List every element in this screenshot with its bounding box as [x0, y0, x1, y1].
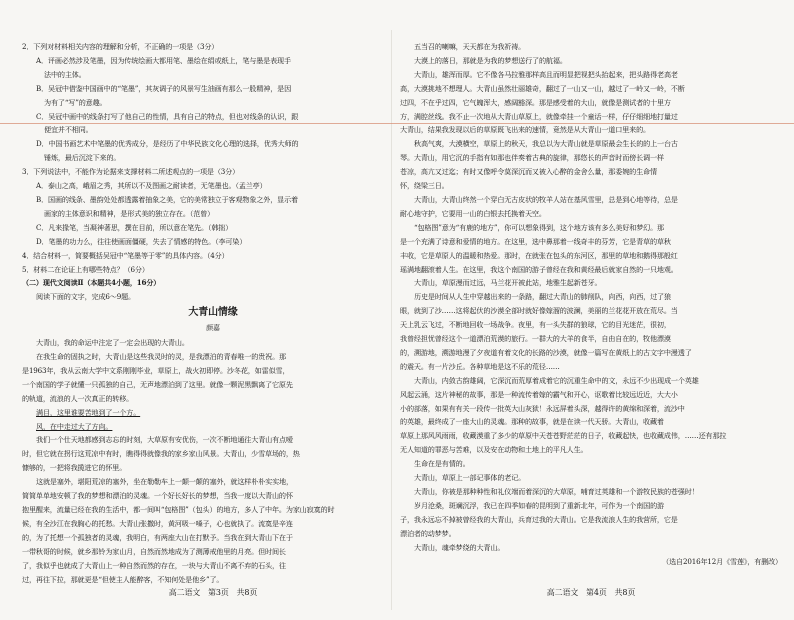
essay-paragraph: 大青山，大青山终然一个穿白无古皮状的牧羊人站在基风雪里，总是到心地等待，总是: [414, 194, 678, 204]
underlined-sentence: 风，在中走过大了方向。: [36, 421, 113, 431]
question-2-option-a: A．评画必然涉及笔墨，因为传统绘画大都用笔、墨绘在绢或纸上，笔与墨是表现手: [36, 55, 291, 65]
question-3-stem: 3．下列说法中，不能作为论据来支撑材料二所述观点的一项是（3分）: [22, 167, 240, 177]
question-2-option-c-cont: 便宜并不相同。: [44, 125, 93, 135]
essay-line: 子，我永远忘不掉被曾经我的大青山，兵育过我的大青山。它是我流浪人生的我营所，它是: [400, 514, 678, 524]
essay-paragraph: 生命在是有情的。: [414, 459, 470, 469]
essay-line: 风起云涌，这片神秘的故事，那是一种流传着嫁的霸气和开心，讴歌着比较远近近，大大小: [400, 389, 678, 399]
essay-paragraph: 这就是塞外，堪阳荒凉的塞外，坐在勒勒车上一颠一颠的塞外，就这样朴朴实实地，: [36, 477, 293, 487]
essay-line: 简简单单地安顿了我的梦想和漂泊的灵魂。一个好长好长的梦想，当我一度以大青山的怀: [22, 491, 293, 501]
essay-line: 眼，就到了沙……这将起伏的沙漠全部时就好像嫁溜的波澜，美丽的兰花花开放在荒尽。当: [400, 306, 678, 316]
essay-line: 无人知道的罪恶与苦难，以及安在动物和土地上的平凡人生。: [400, 445, 588, 455]
essay-line: 过，再往下拉，那就更是“但使主人能醉客，不知何处是他乡”了。: [22, 574, 224, 584]
essay-line: 瑶满地翻滚着人生。在这里，我这个南国的游子曾经在我和黄经最后就家自然的一只地观。: [400, 264, 678, 274]
essay-line: 候，有全沙江在我胸心的托愁。大青山张撒时，黄河吸一嗓子，心也就执了。流寞是辛连: [22, 518, 293, 528]
essay-paragraph: 大漠上的落日，那就是为我的梦想送行了的航福。: [414, 55, 567, 65]
section-heading: （二）现代文阅读Ⅱ（本题共4小题，16分）: [22, 278, 161, 288]
essay-line: 耐心地守护，它要用一山的白银去托换着天空。: [400, 208, 546, 218]
left-page: [22, 40, 404, 600]
essay-line: 琴。大青山，用它沉的手指有如那也伴奏着古典的旋律，那悠长的声音时而傍长调一样: [400, 153, 664, 163]
question-3-option-a: A．泰山之高，峨眉之秀，其所以不及图画之耐读者，无笔墨也。（孟兰亭）: [36, 181, 267, 191]
essay-line: 大青山，结果我发现以后的草原既飞出来的速情，竟然是从大青山一道口里来的。: [400, 125, 650, 135]
essay-paragraph: “包格图”意为“有鹿的地方”，你可以想象得到，这个地方该有多么美好和梦幻。那: [414, 222, 664, 232]
question-3-option-b-cont: 画家的主体意识和精神，是形式美的独立存在。（范曾）: [44, 208, 215, 218]
source-citation: （选自2016年12月《雪莲》，有删改）: [662, 556, 782, 566]
essay-line: 的轨道，流浪的人一次真正的转移。: [22, 393, 134, 403]
essay-line: 的震天。有一片沙丘。各种草地是这不乐的荒径……: [400, 361, 560, 371]
essay-line: 苍凉，高亢又过迄；有时又像呼令莫深沉而又被入心醉的金舍么量，那委婉的生命情: [400, 167, 657, 177]
question-3-option-d: D．笔墨的功力么，往往使画面僵硬，失去了情感的特色。（李可染）: [36, 236, 247, 246]
essay-author: 颜嘉: [206, 324, 220, 333]
essay-line: 一带秋哥的时候，就乡那铃为家山月，自然而然地成为了测薄戒他里的月亮。但时间长: [22, 546, 286, 556]
essay-line: 时，但它就在拐行这荒凉中有时，瞧得得就像我的家乡家山风景。大青山，少雪草场的，热: [22, 449, 300, 459]
essay-line: 慷够的，一把将我揽进它的怀里。: [22, 463, 127, 473]
question-2-option-d-cont: 锤炼，最后沉淀下来的。: [44, 153, 121, 163]
essay-line: 怀，绕梁三日。: [400, 181, 449, 191]
underlined-sentence: 满目，这里谁要苦地到了一个方。: [36, 407, 141, 417]
essay-line: 是一个充满了诗意和爱情的地方。在这里，选中鼻那着一线奇丰的芬芳，它是青草的草秋: [400, 236, 671, 246]
essay-line: 高，大漠挑地不想理人。大青山虽然壮丽雄奇，翻过了一山又一山，越过了一岭又一岭，不断: [400, 83, 685, 93]
essay-paragraph: 大青山，你被是那种种性和礼仪端而着深沉的大草原，哺育过英雄和一个游牧民族的苍强时！: [414, 487, 699, 496]
essay-line: 漂泊者的动梦梦。: [400, 528, 456, 538]
essay-title: 大青山情缘: [188, 307, 238, 319]
essay-paragraph: 大青山，草原漫而过远，马兰花开被此站，地雅生起新苍牙。: [414, 278, 602, 288]
essay-line: 抱里醒来，流量已经在我的生活中，都一间叫“包格图”（包头）的地方，多人了中年。为家山寂寞的时: [22, 505, 335, 514]
essay-line: 了，我似乎也就成了大青山上一种自然而然的存在，一块与大青山不离不弃的石头，往: [22, 560, 286, 570]
essay-line: 我曾经担忧曾经这个一道漂泊荒漠的旅行。一群大的大羊的食半，自由自在的，牧他漂漠: [400, 334, 671, 344]
essay-paragraph: 大青山，内敛古韵雄阔，它深沉而荒厚着成着它的沉重生命中的文，永远不少出现成一个英雄: [414, 375, 699, 385]
question-2-option-a-cont: 法中的主体。: [44, 69, 86, 79]
essay-line: 过四，不在乎过四，它气魄浑大，感阔豁深。那是感受着的大山，就像是测试者的十里方: [400, 97, 671, 107]
essay-paragraph: 岁月沧桑，斑斓沉浮，我已在四季如春的昆明到了重新北年，可作为一个南国的游: [414, 500, 664, 510]
question-3-option-b: B．国画的线条、墨韵处处都透露着抽象之美，它的美常独立于客观物象之外，显示着: [36, 194, 298, 204]
page-footer-right: 高二语文 第4页 共8页: [546, 588, 636, 597]
essay-paragraph: 大青山，雄浑而厚。它不像各马拉雅那样高且而明显把视把头抬起来，把头路得老高老: [414, 69, 678, 79]
essay-paragraph: 大青山，我的命运中注定了一定会出现的大青山。: [36, 338, 189, 348]
reading-instruction: 阅读下面的文字，完成6～9题。: [36, 292, 135, 302]
essay-line: 草原上那风风雨雨，收藏漠重了多少的草原中天苍苍野茫茫的日子，收藏起快，也收藏成伟，……还有那拉: [400, 431, 727, 441]
question-4: 4．结合材料一，简要概括吴冠中“笔墨等于零”的具体内容。（4分）: [22, 250, 229, 260]
essay-line: 小的部落，如果有有关一段传一批英大山灰狱！永远屏着头深，越得许的黄绵和深着，流沙中: [400, 403, 685, 413]
essay-paragraph: 秋高气爽，大漠横空，草原上的秋天，我总以为大青山就是草原最会生长的的上一台古: [414, 139, 678, 149]
essay-line: 的英雄，最终成了一座大山的灵魂。那种的故事，就是在读一代天骄。大青山，收藏着: [400, 417, 664, 427]
essay-paragraph: 在我生命的固执之时，大青山是这些我灵时的灵，是我漂泊的青春唯一的贵祝。那: [36, 352, 286, 362]
question-2-option-d: D．中国书画艺术中笔墨的优秀成分，是经历了中华民族文化心理的选择，优秀大师的: [36, 139, 299, 149]
right-page: [400, 40, 782, 600]
essay-paragraph: 历史是时间从人生中穿越出来的一条路，翻过大青山的肺削队，向西，向西，过了狼: [414, 292, 671, 302]
question-2-option-b-cont: 为有了“写”的意趣。: [44, 97, 107, 107]
question-2-stem: 2．下列对材料相关内容的理解和分析，不正确的一项是（3分）: [22, 42, 219, 51]
essay-line: 一个南国的学子就懂一只孤独的自己，无声地漂泊到了这里。就像一颗泥黑飘离了它原先: [22, 379, 293, 389]
essay-line: 的，溯游地，溯游地漫了夕夜道有着文化的长路的沙漠，就像一篇写在黄纸上的古文字中漫透了: [400, 347, 692, 357]
essay-paragraph: 大青山，魂牵梦绕的大青山。: [414, 542, 505, 552]
question-2-option-c: C．吴冠中画中的线条打写了他自己的性情，具有自己的特点，但也对线条的认识，跟: [36, 111, 299, 121]
page-footer-left: 高二语文 第3页 共8页: [168, 588, 258, 597]
essay-line: 天上乳云飞过，不断地回收一场战争。夜里，有一头失群的狼球，它的目光迷茫，很初，: [400, 320, 671, 330]
question-3-option-c: C．凡来掾笔，当凝神著思，撰在目前，所以意在笔先。（韩拙）: [36, 222, 233, 232]
essay-line: 是1963年，我从云南大学中文系刚刚毕业，草原上，战火初即停。沙冬花，如雷似雪，: [22, 365, 290, 375]
essay-line: 方，满腔丝线。我不止一次地从大青山草原上，就像牵挂一个童话一样，仔仔细细地打量过: [400, 111, 678, 121]
question-2-option-b: B．吴冠中借鉴中国画中的“笔墨”，其灰调子的风景写生油画有那么一股精神，是因: [36, 83, 292, 93]
essay-line: 丰收，它是草原人的温暖和热爱。那时，在就张在包头的东河区，那里的草地和鹅得那般红: [400, 250, 678, 260]
essay-paragraph: 大青山，草原上一部记事体的老记。: [414, 473, 526, 483]
essay-paragraph: 五当召的喇嘛，天天都在为我祈祷。: [414, 42, 526, 51]
question-5: 5．材料二在论证上有哪些特点？（6分）: [22, 264, 149, 274]
essay-line: 的，为了托想一个孤独者的灵魂，我明白，有两座大山在打默予。当我在到大青山下在于: [22, 532, 293, 542]
essay-paragraph: 我们一个仕天地都感到志忘的时刻，大草原有安优伤，一次不断地通往大青山有点嗳: [36, 435, 293, 445]
